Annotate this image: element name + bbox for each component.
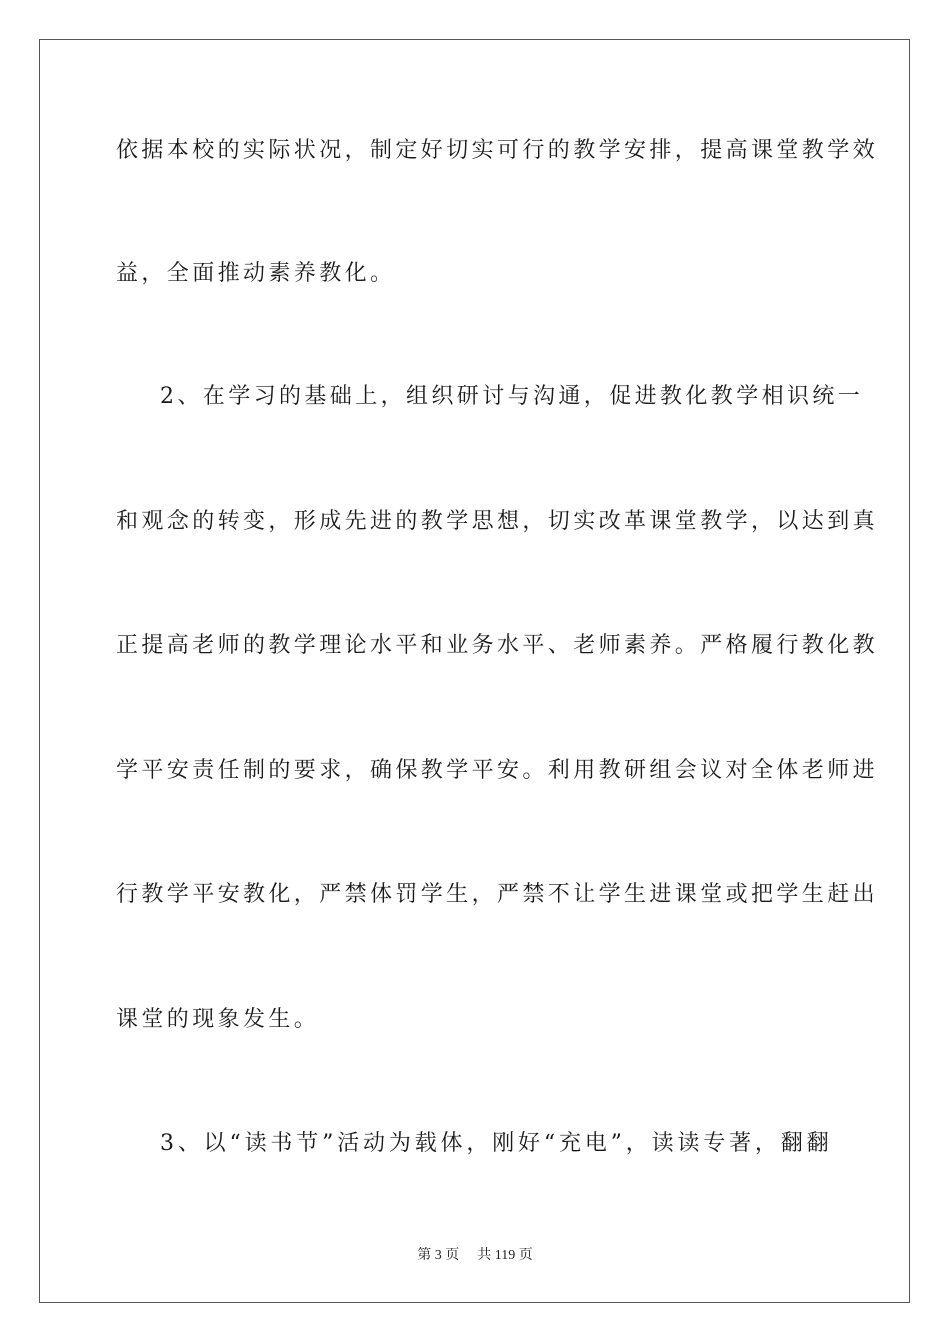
- page-number: 第 3 页: [417, 1248, 460, 1263]
- page-border: [39, 39, 910, 1303]
- page-total: 共 119 页: [477, 1248, 533, 1263]
- paragraph-line: 3、以“读书节”活动为载体，刚好“充电”，读读专著，翻翻: [160, 1131, 832, 1156]
- paragraph-line: 学平安责任制的要求，确保教学平安。利用教研组会议对全体老师进: [116, 758, 879, 783]
- paragraph-line: 行教学平安教化，严禁体罚学生，严禁不让学生进课堂或把学生赶出: [116, 882, 879, 907]
- paragraph-line: 正提高老师的教学理论水平和业务水平、老师素养。严格履行教化教: [116, 633, 879, 658]
- paragraph-line: 2、在学习的基础上，组织研讨与沟通，促进教化教学相识统一: [160, 384, 864, 409]
- paragraph-line: 和观念的转变，形成先进的教学思想，切实改革课堂教学，以达到真: [116, 509, 879, 534]
- paragraph-line: 益，全面推动素养教化。: [116, 261, 396, 286]
- paragraph-line: 课堂的现象发生。: [116, 1007, 320, 1032]
- paragraph-line: 依据本校的实际状况，制定好切实可行的教学安排，提高课堂教学效: [116, 138, 879, 163]
- page-footer: [0, 1246, 950, 1266]
